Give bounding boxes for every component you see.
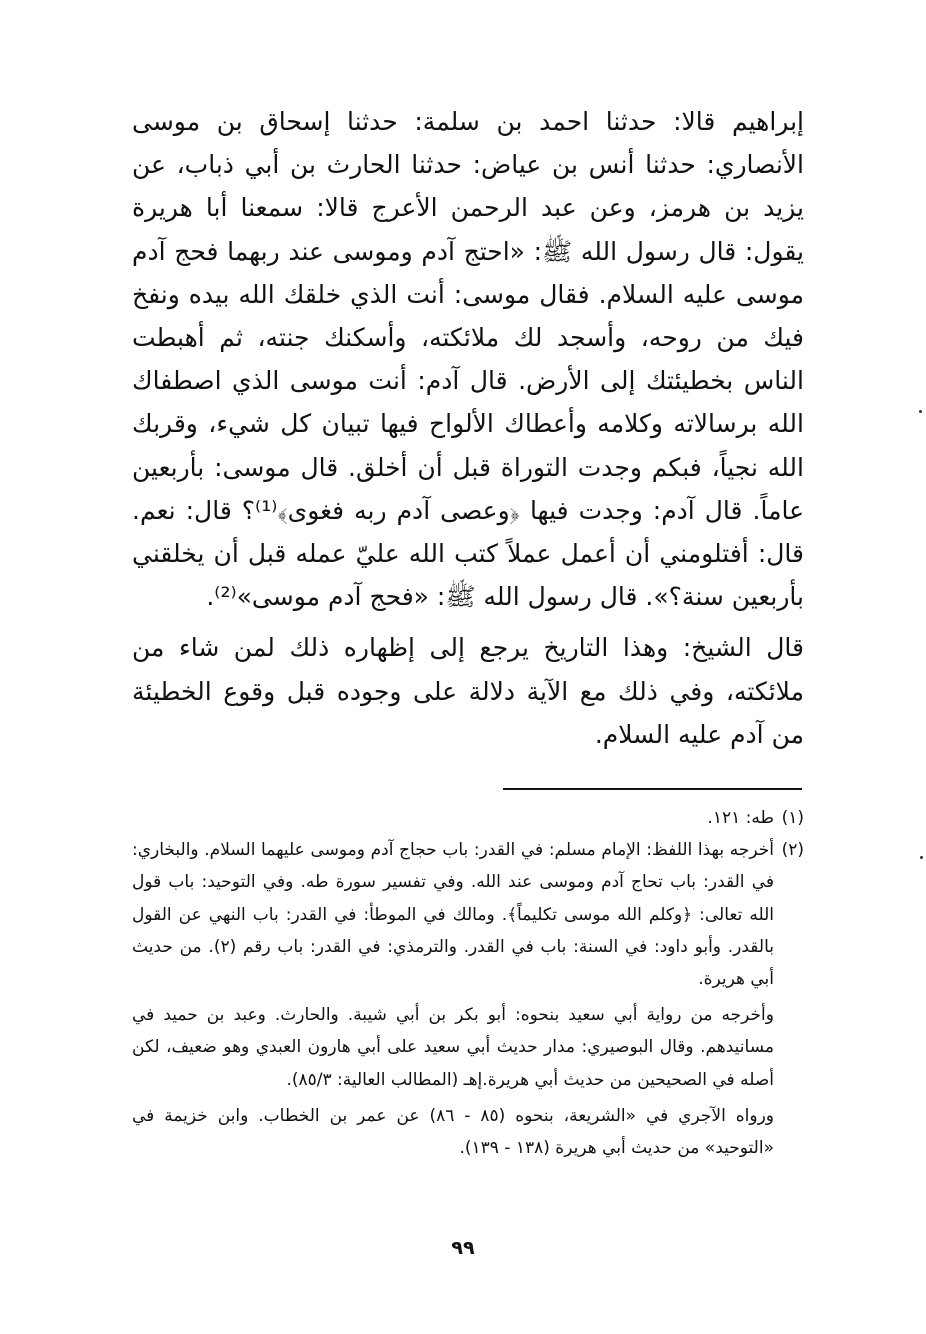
page-number: ٩٩	[451, 1237, 475, 1259]
footnote-item	[132, 834, 804, 1164]
footnote-divider	[503, 788, 802, 790]
main-paragraph: قال الشيخ: وهذا التاريخ يرجع إلى إظهاره ذلك لمن شاء من ملائكته، وفي ذلك مع الآية دلالة على وجوده قبل وقوع الخطيئة من آدم عليه السلام.	[132, 633, 804, 749]
scan-speck	[919, 410, 922, 413]
footnote-text: ورواه الآجري في «الشريعة، بنحوه (٨٥ - ٨٦) عن عمر بن الخطاب. وابن خزيمة في «التوحيد» من حديث أبي هريرة (١٣٨ - ١٣٩).	[132, 1105, 774, 1159]
footnote-body	[132, 802, 774, 834]
footnote-marker: (١)	[781, 808, 804, 828]
footnote-text: أخرجه بهذا اللفظ: الإمام مسلم: في القدر: باب حجاج آدم وموسى عليهما السلام. والبخاري: في القدر: باب تحاج آدم وموسى عند الله. وفي تفسير سورة طه. وفي التوحيد: باب قول الله تعالى: ﴿وكلم الله موسى تكليماً﴾. ومالك في الموطأ: في القدر: باب النهي عن القول بالقدر. وأبو داود: في السنة: باب في القدر. والترمذي: في القدر: باب رقم (٢). من حديث أبي هريرة.	[132, 840, 774, 990]
footnote-text: وأخرجه من رواية أبي سعيد بنحوه: أبو بكر بن أبي شيبة. والحارث. وعبد بن حميد في مسانيدهم. وقال البوصيري: مدار حديث أبي سعيد على أبي هارون العبدي وهو ضعيف، لكن أصله في الصحيحين من حديث أبي هريرة.إهـ (المطالب العالية: ٨٥/٣).	[132, 1005, 774, 1090]
main-text-block	[132, 100, 804, 756]
footnote-item	[132, 802, 804, 834]
footnote-body	[132, 834, 774, 1164]
main-paragraph: إبراهيم قالا: حدثنا احمد بن سلمة: حدثنا إسحاق بن موسى الأنصاري: حدثنا أنس بن عياض: حدثنا الحارث بن أبي ذباب، عن يزيد بن هرمز، وعن عبد الرحمن الأعرج قالا: سمعنا أبا هريرة يقول: قال رسول الله ﷺ: «احتج آدم وموسى عند ربهما فحج آدم موسى عليه السلام. فقال موسى: أنت الذي خلقك الله بيده ونفخ فيك من روحه، وأسجد لك ملائكته، وأسكنك جنته، ثم أهبطت الناس بخطيئتك إلى الأرض. قال آدم: أنت موسى الذي اصطفاك الله برسالاته وكلامه وأعطاك الألواح فيها تبيان كل شيء، وقربك الله نجياً، فبكم وجدت التوراة قبل أن أخلق. قال موسى: بأربعين عاماً. قال آدم: وجدت فيها ﴿وعصى آدم ربه فغوى﴾⁽¹⁾؟ قال: نعم. قال: أفتلومني أن أعمل عملاً كتب الله عليّ عمله قبل أن يخلقني بأربعين سنة؟». قال رسول الله ﷺ: «فحج آدم موسى»⁽²⁾.	[132, 107, 804, 612]
footnote-text: طه: ١٢١.	[707, 808, 774, 828]
scan-speck	[920, 856, 923, 859]
footnotes	[132, 802, 804, 1164]
footnote-marker: (٢)	[781, 840, 804, 861]
